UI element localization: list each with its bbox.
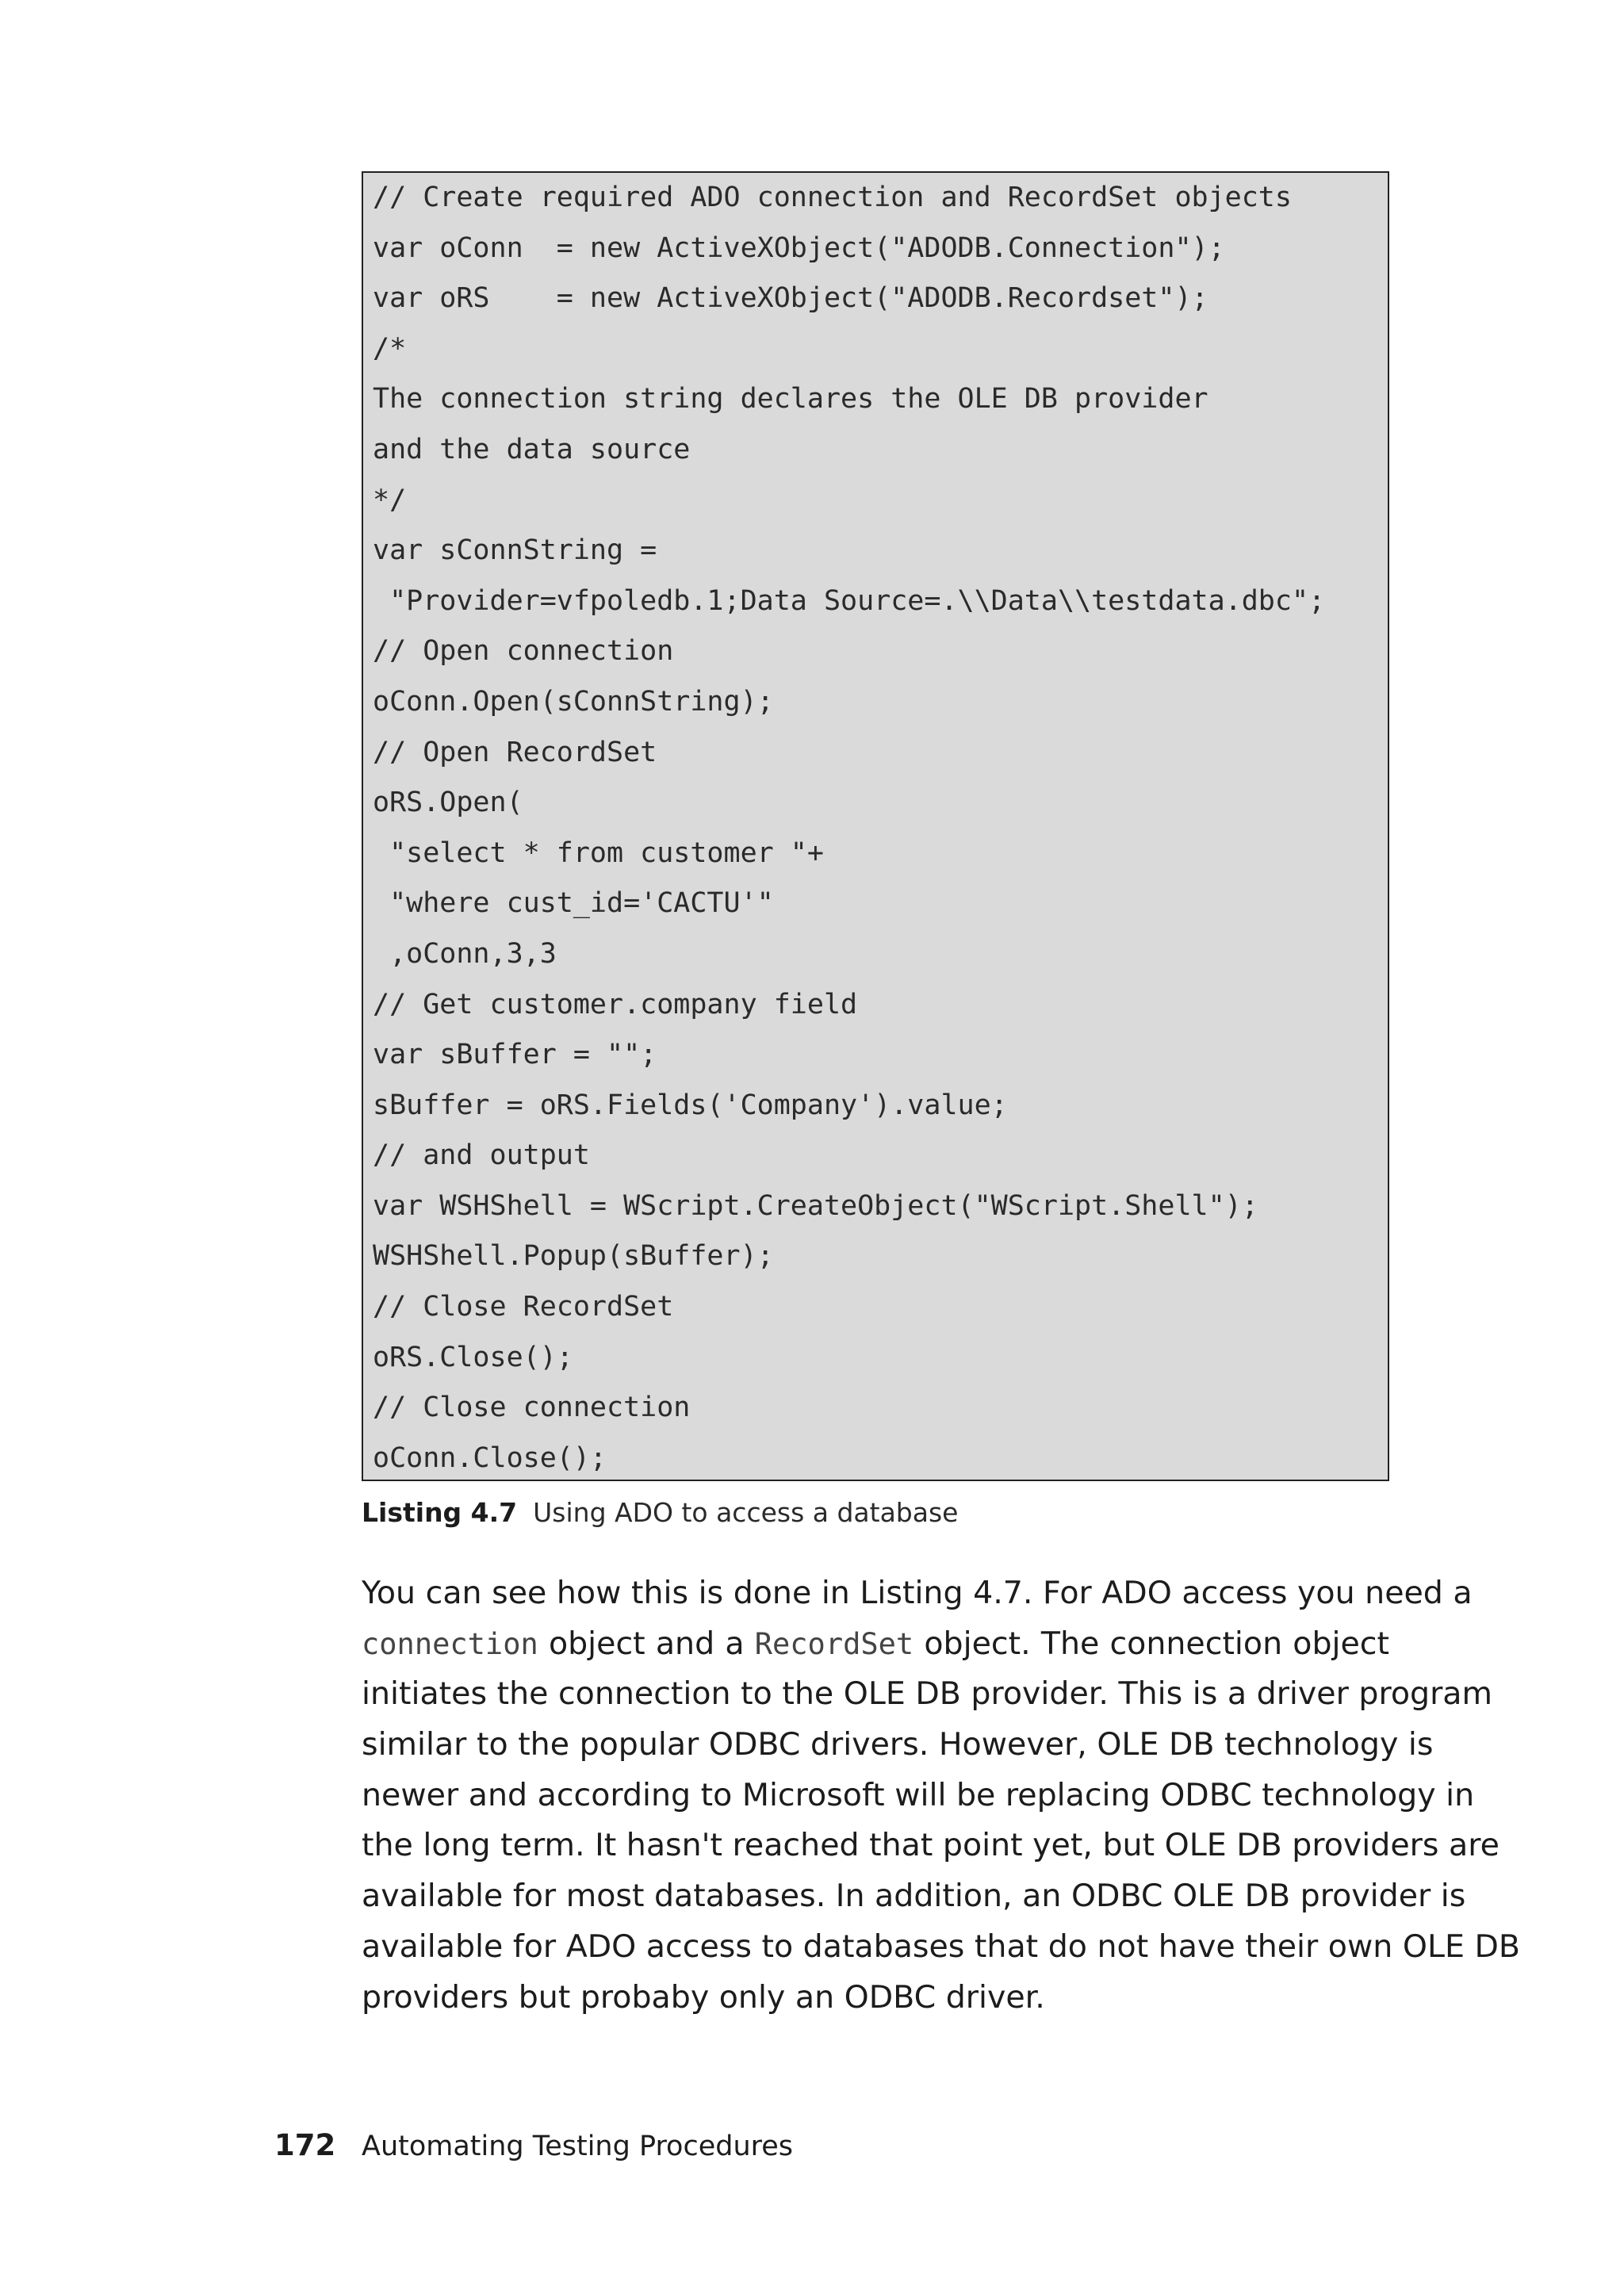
paragraph-line: similar to the popular ODBC drivers. However, OLE DB technology is bbox=[362, 1726, 1434, 1763]
code-line: // Open connection bbox=[373, 635, 674, 668]
paragraph-line: providers but probaby only an ODBC driver. bbox=[362, 1978, 1045, 2016]
code-line: oRS.Close(); bbox=[373, 1341, 573, 1373]
code-line: // Close RecordSet bbox=[373, 1291, 674, 1323]
code-line: "where cust_id='CACTU'" bbox=[373, 887, 774, 920]
listing-caption-text: Using ADO to access a database bbox=[533, 1497, 959, 1528]
code-line: ,oConn,3,3 bbox=[373, 937, 557, 970]
listing-caption-label: Listing 4.7 bbox=[362, 1497, 518, 1528]
code-listing bbox=[362, 171, 1389, 1481]
paragraph-line bbox=[362, 1619, 1389, 1670]
paragraph-line: You can see how this is done in Listing 4.7. For ADO access you need a bbox=[362, 1575, 1473, 1611]
paragraph-text: object and a bbox=[538, 1625, 755, 1662]
code-line: /* bbox=[373, 332, 407, 365]
code-line: sBuffer = oRS.Fields('Company').value; bbox=[373, 1089, 1008, 1121]
inline-code-connection: connection bbox=[362, 1626, 538, 1661]
page-number: 172 bbox=[274, 2128, 336, 2162]
paragraph-line: initiates the connection to the OLE DB provider. This is a driver program bbox=[362, 1675, 1492, 1713]
inline-code-recordset: RecordSet bbox=[754, 1626, 914, 1661]
code-line: "select * from customer "+ bbox=[373, 837, 824, 869]
code-line: oRS.Open( bbox=[373, 787, 523, 819]
code-line: and the data source bbox=[373, 433, 691, 465]
paragraph-line: the long term. It hasn't reached that point yet, but OLE DB providers are bbox=[362, 1827, 1500, 1864]
paragraph-line: newer and according to Microsoft will be replacing ODBC technology in bbox=[362, 1776, 1475, 1813]
listing-caption bbox=[362, 1495, 958, 1530]
code-line: // and output bbox=[373, 1139, 590, 1172]
code-line: var oRS = new ActiveXObject("ADODB.Recordset"); bbox=[373, 282, 1208, 315]
code-line: WSHShell.Popup(sBuffer); bbox=[373, 1240, 774, 1273]
running-title: Automating Testing Procedures bbox=[362, 2131, 794, 2162]
page-footer bbox=[274, 2128, 793, 2164]
code-line: "Provider=vfpoledb.1;Data Source=.\\Data\\testdata.dbc"; bbox=[373, 584, 1326, 617]
code-line: var sBuffer = ""; bbox=[373, 1039, 657, 1071]
code-line: var oConn = new ActiveXObject("ADODB.Connection"); bbox=[373, 232, 1225, 264]
code-line: oConn.Open(sConnString); bbox=[373, 685, 774, 718]
paragraph-line: available for ADO access to databases that do not have their own OLE DB bbox=[362, 1928, 1520, 1965]
code-line: // Close connection bbox=[373, 1392, 691, 1424]
code-line: The connection string declares the OLE DB provider bbox=[373, 383, 1208, 415]
code-line: var WSHShell = WScript.CreateObject("WScript.Shell"); bbox=[373, 1189, 1258, 1222]
code-line: oConn.Close(); bbox=[373, 1442, 607, 1474]
paragraph-line: available for most databases. In addition, an ODBC OLE DB provider is bbox=[362, 1878, 1466, 1915]
code-line: // Get customer.company field bbox=[373, 988, 858, 1020]
paragraph-text: object. The connection object bbox=[914, 1625, 1390, 1662]
code-line: // Create required ADO connection and RecordSet objects bbox=[373, 182, 1292, 213]
code-line: var sConnString = bbox=[373, 534, 657, 567]
code-line: */ bbox=[373, 484, 407, 516]
code-line: // Open RecordSet bbox=[373, 736, 657, 768]
body-paragraph bbox=[362, 1568, 1520, 2023]
